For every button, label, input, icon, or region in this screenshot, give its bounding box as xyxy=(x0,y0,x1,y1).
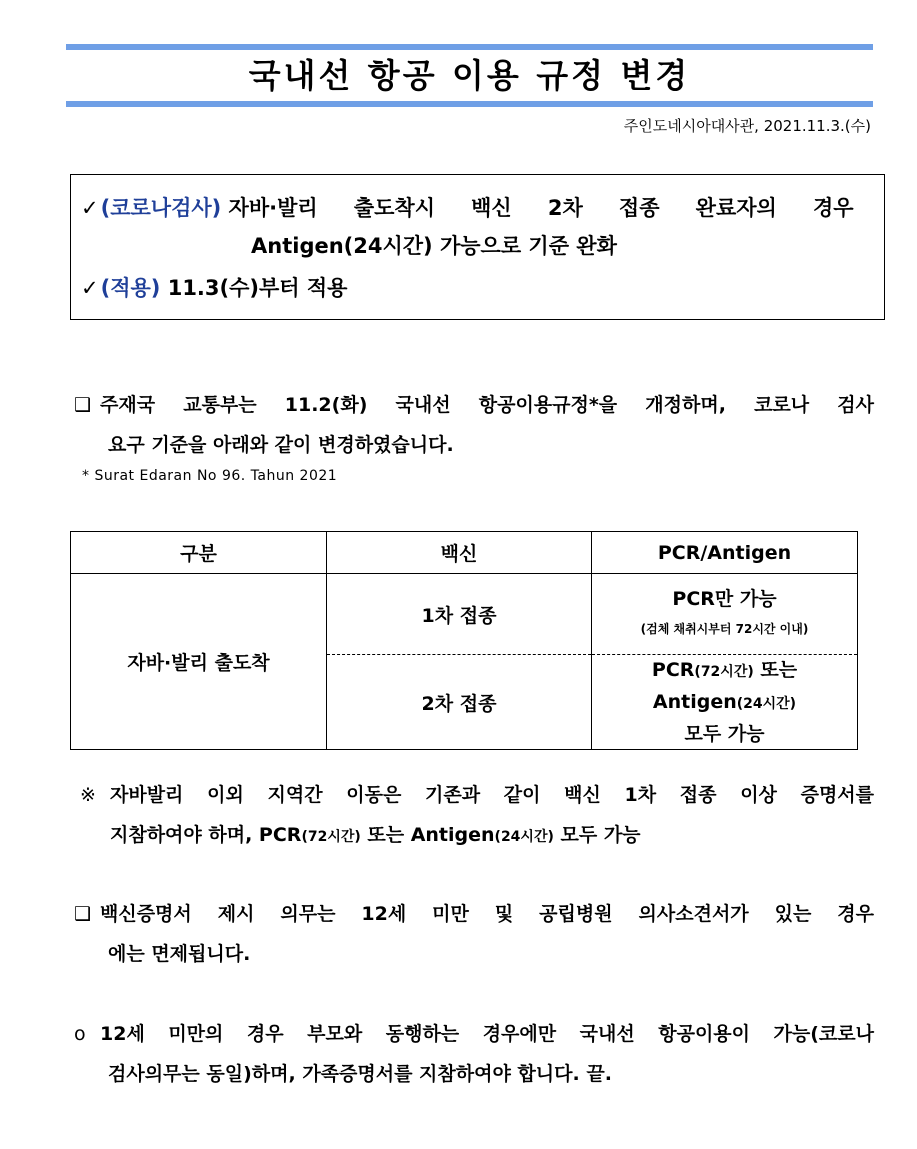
pcr-text: PCR xyxy=(651,659,695,681)
paragraph-line1: 12세 미만의 경우 부모와 동행하는 경우에만 국내선 항공이용이 가능(코로나 xyxy=(100,1023,874,1045)
summary-box xyxy=(70,174,885,320)
issuer-date: 주인도네시아대사관, 2021.11.3.(수) xyxy=(623,117,871,135)
cell-pcr-2nd xyxy=(592,655,858,750)
pcr-only-text: PCR만 가능 xyxy=(672,588,777,610)
square-bullet-icon: ❑ xyxy=(74,394,92,416)
paragraph-line2: 검사의무는 동일)하며, 가족증명서를 지참하여야 합니다. 끝. xyxy=(108,1063,612,1085)
cell-vaccine-2nd: 2차 접종 xyxy=(327,655,592,750)
summary-text-line1: 자바·발리 출도착시 백신 2차 접종 완료자의 경우 xyxy=(228,196,854,220)
summary-item-apply xyxy=(81,269,347,307)
cell-region: 자바·발리 출도착 xyxy=(71,574,327,750)
summary-tag-covid-test: (코로나검사) xyxy=(100,196,222,220)
cell-vaccine-1st: 1차 접종 xyxy=(327,574,592,655)
note-line2: 지참하여야 하며, PCR(72시간) 또는 Antigen(24시간) 모두 가능 xyxy=(110,824,641,846)
title-bar-bottom xyxy=(66,101,873,107)
cell-pcr-1st xyxy=(592,574,858,655)
header-pcr-antigen: PCR/Antigen xyxy=(592,532,858,574)
check-icon: ✓ xyxy=(81,196,99,220)
paragraph-line1: 주재국 교통부는 11.2(화) 국내선 항공이용규정*을 개정하며, 코로나 검사 xyxy=(100,394,874,416)
table-row xyxy=(71,574,858,655)
paragraph-line1: 백신증명서 제시 의무는 12세 미만 및 공립병원 의사소견서가 있는 경우 xyxy=(100,903,874,925)
antigen-text: Antigen xyxy=(652,691,737,713)
footnote: * Surat Edaran No 96. Tahun 2021 xyxy=(82,468,338,484)
title-bar-top xyxy=(66,44,873,50)
reference-mark-icon: ※ xyxy=(80,784,96,806)
table-header-row xyxy=(71,532,858,574)
page-title: 국내선 항공 이용 규정 변경 xyxy=(248,56,691,95)
paragraph-rule-change xyxy=(74,385,874,465)
note-line1: 자바발리 이외 지역간 이동은 기존과 같이 백신 1차 접종 이상 증명서를 xyxy=(110,784,874,806)
check-icon: ✓ xyxy=(81,276,99,300)
or-text: 또는 xyxy=(753,659,798,681)
summary-tag-apply: (적용) xyxy=(100,276,161,300)
paragraph-children xyxy=(74,1014,874,1094)
note-other-regions xyxy=(80,775,874,857)
paragraph-line2: 에는 면제됩니다. xyxy=(108,943,251,965)
rules-table xyxy=(70,531,858,750)
paragraph-line2: 요구 기준을 아래와 같이 변경하였습니다. xyxy=(108,434,454,456)
summary-apply-text: 11.3(수)부터 적용 xyxy=(167,276,348,300)
header-vaccine: 백신 xyxy=(327,532,592,574)
circle-bullet-icon: o xyxy=(74,1023,86,1045)
antigen-hours-text: (24시간) xyxy=(736,696,797,712)
pcr-hours-text: (72시간) xyxy=(694,664,754,680)
paragraph-exemption xyxy=(74,894,874,974)
summary-item-covid-test xyxy=(81,189,871,227)
pcr-note-text: (검체 채취시부터 72시간 이내) xyxy=(640,622,809,636)
summary-text-line2: Antigen(24시간) 가능으로 기준 완화 xyxy=(251,234,617,258)
square-bullet-icon: ❑ xyxy=(74,903,92,925)
header-category: 구분 xyxy=(71,532,327,574)
all-allowed-text: 모두 가능 xyxy=(684,723,765,745)
